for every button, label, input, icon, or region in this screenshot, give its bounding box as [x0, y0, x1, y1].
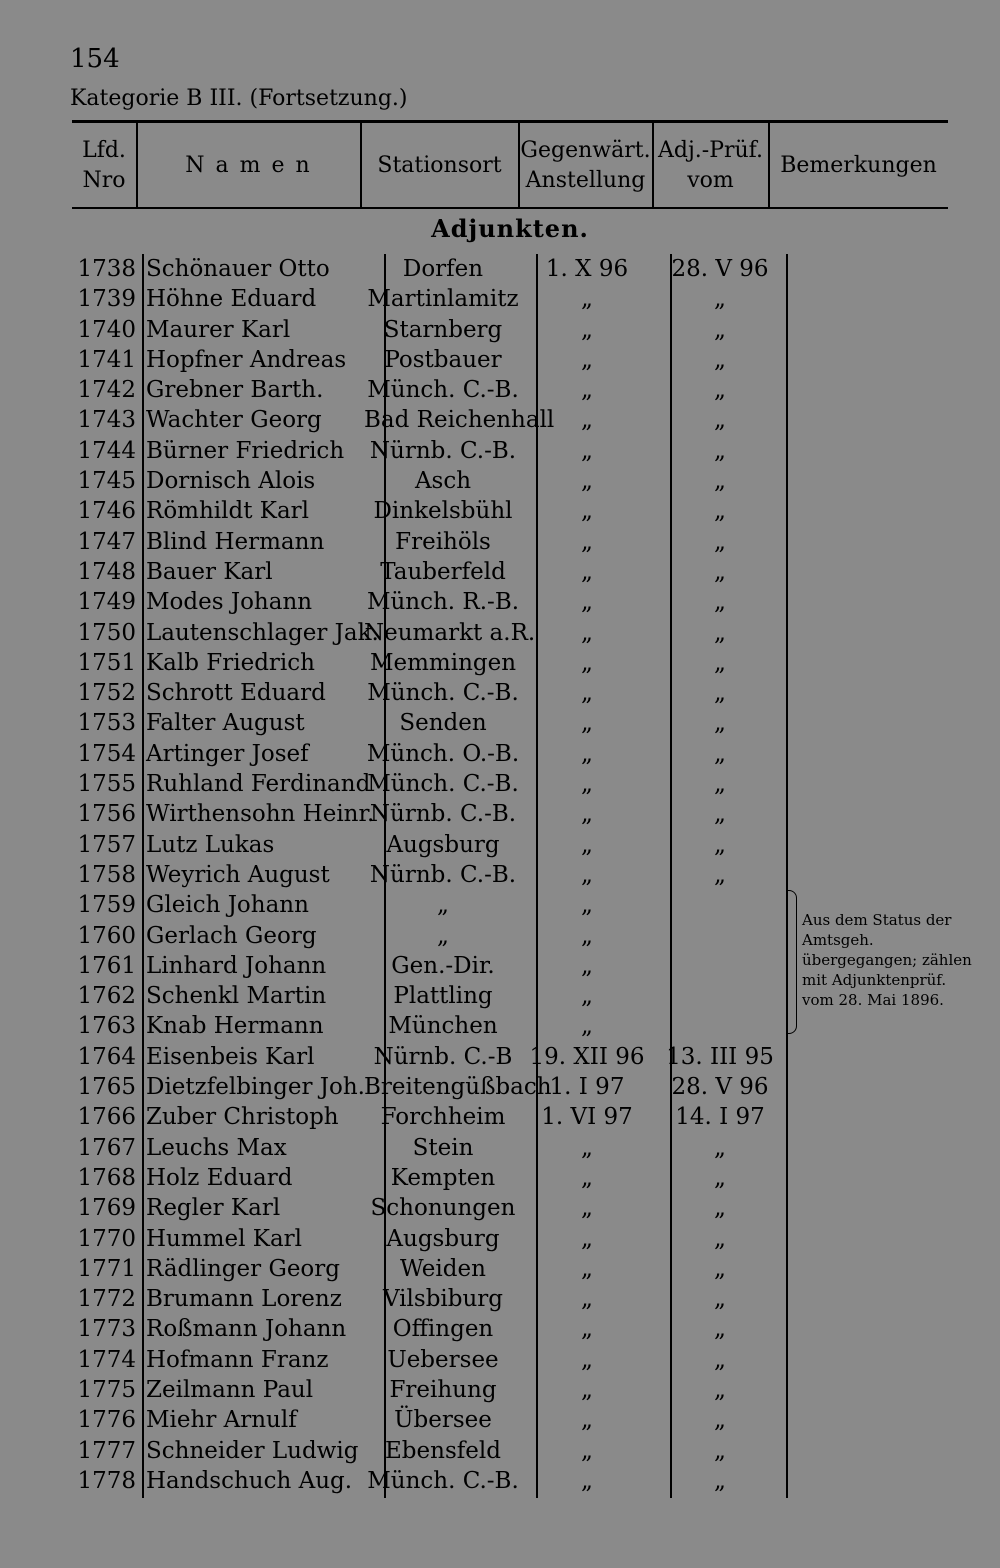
row-number: 1763 — [77, 1013, 136, 1040]
row-anstellung: „ — [581, 1225, 593, 1252]
roster-table-body — [0, 254, 1000, 1496]
row-name: Hofmann Franz — [146, 1346, 329, 1373]
row-station: Dinkelsbühl — [373, 498, 513, 525]
row-number: 1761 — [77, 952, 136, 979]
row-station: Freihung — [389, 1376, 497, 1403]
row-anstellung: „ — [581, 1316, 593, 1343]
row-number: 1774 — [77, 1346, 136, 1373]
row-name: Zuber Christoph — [146, 1104, 339, 1131]
header-anstellung-line2: Anstellung — [525, 168, 646, 193]
row-pruefung: „ — [714, 407, 726, 434]
table-row — [0, 1254, 1000, 1284]
table-row — [0, 587, 1000, 617]
row-name: Gerlach Georg — [146, 922, 317, 949]
row-station: Augsburg — [386, 831, 500, 858]
table-row — [0, 284, 1000, 314]
row-number: 1764 — [77, 1043, 136, 1070]
row-name: Weyrich August — [146, 861, 330, 888]
row-pruefung: 28. V 96 — [671, 1074, 769, 1101]
row-pruefung: „ — [714, 710, 726, 737]
remark-brace — [786, 890, 797, 1034]
row-station: Gen.-Dir. — [391, 952, 495, 979]
row-name: Knab Hermann — [146, 1013, 324, 1040]
row-anstellung: „ — [581, 1286, 593, 1313]
row-number: 1775 — [77, 1376, 136, 1403]
row-anstellung: „ — [581, 831, 593, 858]
table-row — [0, 1375, 1000, 1405]
row-number: 1748 — [77, 558, 136, 585]
row-station: Neumarkt a.R. — [364, 619, 536, 646]
row-name: Holz Eduard — [146, 1164, 293, 1191]
row-anstellung: „ — [581, 649, 593, 676]
row-station: Kempten — [390, 1164, 496, 1191]
header-nro: Nro — [82, 168, 126, 193]
row-pruefung: „ — [714, 771, 726, 798]
row-station: München — [388, 1013, 498, 1040]
row-pruefung: „ — [714, 1134, 726, 1161]
row-number: 1777 — [77, 1437, 136, 1464]
row-pruefung: „ — [714, 1316, 726, 1343]
row-number: 1750 — [77, 619, 136, 646]
table-row — [0, 1466, 1000, 1496]
row-number: 1757 — [77, 831, 136, 858]
row-pruefung: 13. III 95 — [666, 1043, 774, 1070]
row-pruefung: „ — [714, 377, 726, 404]
row-anstellung: „ — [581, 680, 593, 707]
row-pruefung: „ — [714, 1255, 726, 1282]
row-anstellung: „ — [581, 1255, 593, 1282]
category-title: Kategorie B III. (Fortsetzung.) — [70, 86, 408, 111]
header-namen — [137, 126, 360, 206]
row-name: Grebner Barth. — [146, 377, 324, 404]
row-name: Ruhland Ferdinand — [146, 771, 371, 798]
row-station: Senden — [399, 710, 487, 737]
row-anstellung: „ — [581, 1134, 593, 1161]
row-name: Leuchs Max — [146, 1134, 287, 1161]
table-row — [0, 254, 1000, 284]
row-name: Lutz Lukas — [146, 831, 275, 858]
row-station: Münch. C.-B. — [367, 771, 519, 798]
table-row — [0, 1284, 1000, 1314]
row-anstellung: 1. X 96 — [545, 256, 629, 282]
row-number: 1739 — [77, 286, 136, 313]
table-row — [0, 1345, 1000, 1375]
row-station: Dorfen — [402, 256, 484, 282]
row-number: 1766 — [77, 1104, 136, 1131]
row-anstellung: 1. I 97 — [549, 1074, 625, 1101]
table-row — [0, 618, 1000, 648]
row-pruefung: „ — [714, 1346, 726, 1373]
header-bemerkungen-text: Bemerkungen — [780, 153, 937, 178]
row-pruefung: „ — [714, 861, 726, 888]
table-row — [0, 1133, 1000, 1163]
row-station: Tauberfeld — [380, 558, 506, 585]
row-station: Nürnb. C.-B — [373, 1043, 513, 1070]
row-number: 1740 — [77, 316, 136, 343]
row-number: 1776 — [77, 1407, 136, 1434]
table-row — [0, 799, 1000, 829]
row-station: Bad Reichenhall — [364, 407, 555, 434]
row-anstellung: „ — [581, 468, 593, 495]
table-row — [0, 315, 1000, 345]
row-anstellung: „ — [581, 861, 593, 888]
row-station: Weiden — [400, 1255, 486, 1282]
row-station: Starnberg — [383, 316, 503, 343]
row-name: Rädlinger Georg — [146, 1255, 340, 1282]
row-pruefung: 14. I 97 — [675, 1104, 765, 1131]
header-stationsort — [361, 126, 518, 206]
row-anstellung: „ — [581, 801, 593, 828]
row-number: 1754 — [77, 740, 136, 767]
header-top-rule — [72, 120, 948, 123]
row-pruefung: „ — [714, 1195, 726, 1222]
row-station: Münch. C.-B. — [367, 377, 519, 404]
row-name: Miehr Arnulf — [146, 1407, 297, 1434]
header-lfd-nro — [72, 126, 136, 206]
row-number: 1755 — [77, 771, 136, 798]
table-row — [0, 1163, 1000, 1193]
row-station: Münch. O.-B. — [366, 740, 520, 767]
table-row — [0, 830, 1000, 860]
row-station: „ — [437, 922, 449, 949]
row-pruefung: „ — [714, 286, 726, 313]
header-namen-text: N a m e n — [185, 153, 312, 178]
row-name: Kalb Friedrich — [146, 649, 315, 676]
row-station: Vilsbiburg — [382, 1286, 504, 1313]
header-bottom-rule — [72, 207, 948, 209]
row-station: Schonungen — [370, 1195, 516, 1222]
row-name: Schrott Eduard — [146, 680, 326, 707]
header-pruef-line2: vom — [687, 168, 734, 193]
row-station: Memmingen — [369, 649, 517, 676]
row-name: Handschuch Aug. — [146, 1467, 353, 1494]
row-name: Hopfner Andreas — [146, 346, 347, 373]
table-row — [0, 375, 1000, 405]
table-row — [0, 345, 1000, 375]
row-station: Plattling — [393, 983, 493, 1010]
row-pruefung: „ — [714, 649, 726, 676]
row-name: Schenkl Martin — [146, 983, 327, 1010]
row-name: Bauer Karl — [146, 558, 273, 585]
row-name: Eisenbeis Karl — [146, 1043, 315, 1070]
header-lfd: Lfd. — [82, 138, 126, 163]
row-anstellung: „ — [581, 952, 593, 979]
row-name: Maurer Karl — [146, 316, 291, 343]
row-number: 1742 — [77, 377, 136, 404]
header-pruef-line1: Adj.-Prüf. — [657, 138, 764, 163]
row-number: 1765 — [77, 1074, 136, 1101]
row-anstellung: „ — [581, 922, 593, 949]
row-name: Artinger Josef — [146, 740, 309, 767]
table-row — [0, 1405, 1000, 1435]
row-station: Postbauer — [384, 346, 502, 373]
row-pruefung: „ — [714, 619, 726, 646]
row-anstellung: „ — [581, 1013, 593, 1040]
table-row — [0, 496, 1000, 526]
row-pruefung: „ — [714, 1225, 726, 1252]
row-anstellung: „ — [581, 498, 593, 525]
row-station: Uebersee — [387, 1346, 499, 1373]
row-name: Modes Johann — [146, 589, 313, 616]
table-row — [0, 1011, 1000, 1041]
row-pruefung: „ — [714, 528, 726, 555]
table-row — [0, 436, 1000, 466]
row-anstellung: „ — [581, 1164, 593, 1191]
table-row — [0, 1436, 1000, 1466]
row-anstellung: „ — [581, 892, 593, 919]
row-name: Hummel Karl — [146, 1225, 303, 1252]
row-station: Ebensfeld — [385, 1437, 501, 1464]
row-pruefung: „ — [714, 831, 726, 858]
row-anstellung: „ — [581, 619, 593, 646]
row-station: Martinlamitz — [367, 286, 519, 313]
row-name: Roßmann Johann — [146, 1316, 347, 1343]
row-station: Münch. C.-B. — [367, 680, 519, 707]
row-anstellung: „ — [581, 589, 593, 616]
row-name: Zeilmann Paul — [146, 1376, 314, 1403]
row-number: 1778 — [77, 1467, 136, 1494]
row-anstellung: „ — [581, 286, 593, 313]
row-number: 1753 — [77, 710, 136, 737]
row-pruefung: „ — [714, 680, 726, 707]
table-row — [0, 1072, 1000, 1102]
row-number: 1759 — [77, 892, 136, 919]
row-anstellung: „ — [581, 437, 593, 464]
row-pruefung: 28. V 96 — [671, 256, 769, 282]
row-station: Forchheim — [380, 1104, 506, 1131]
row-number: 1745 — [77, 468, 136, 495]
row-number: 1771 — [77, 1255, 136, 1282]
row-station: Münch. R.-B. — [366, 589, 520, 616]
row-name: Blind Hermann — [146, 528, 325, 555]
row-pruefung: „ — [714, 1164, 726, 1191]
row-number: 1760 — [77, 922, 136, 949]
row-anstellung: „ — [581, 1407, 593, 1434]
row-number: 1756 — [77, 801, 136, 828]
remark-note: Aus dem Status der Amtsgeh. übergegangen; zählen mit Adjunktenprüf. vom 28. Mai 1896. — [802, 911, 972, 1009]
table-row — [0, 648, 1000, 678]
row-name: Lautenschlager Jak. — [146, 619, 379, 646]
row-name: Schönauer Otto — [146, 256, 330, 282]
row-number: 1768 — [77, 1164, 136, 1191]
row-number: 1749 — [77, 589, 136, 616]
row-name: Wirthensohn Heinr. — [146, 801, 375, 828]
row-pruefung: „ — [714, 1437, 726, 1464]
table-row — [0, 1042, 1000, 1072]
row-name: Gleich Johann — [146, 892, 309, 919]
row-station: Augsburg — [386, 1225, 500, 1252]
table-row — [0, 527, 1000, 557]
row-anstellung: 19. XII 96 — [529, 1043, 645, 1070]
page-number: 154 — [70, 44, 120, 74]
row-station: Freihöls — [395, 528, 491, 555]
row-anstellung: „ — [581, 710, 593, 737]
table-row — [0, 1193, 1000, 1223]
row-number: 1746 — [77, 498, 136, 525]
row-number: 1772 — [77, 1286, 136, 1313]
row-number: 1751 — [77, 649, 136, 676]
row-pruefung: „ — [714, 346, 726, 373]
table-row — [0, 405, 1000, 435]
table-row — [0, 1224, 1000, 1254]
table-row — [0, 860, 1000, 890]
row-pruefung: „ — [714, 498, 726, 525]
row-station: „ — [437, 892, 449, 919]
table-row — [0, 739, 1000, 769]
row-station: Übersee — [394, 1407, 492, 1434]
row-pruefung: „ — [714, 468, 726, 495]
row-name: Römhildt Karl — [146, 498, 310, 525]
row-number: 1744 — [77, 437, 136, 464]
row-station: Nürnb. C.-B. — [369, 801, 517, 828]
row-anstellung: „ — [581, 771, 593, 798]
row-pruefung: „ — [714, 437, 726, 464]
row-anstellung: „ — [581, 983, 593, 1010]
row-name: Bürner Friedrich — [146, 437, 345, 464]
header-anstellung — [519, 126, 652, 206]
row-station: Asch — [414, 468, 472, 495]
row-number: 1762 — [77, 983, 136, 1010]
row-pruefung: „ — [714, 558, 726, 585]
table-row — [0, 1314, 1000, 1344]
table-row — [0, 678, 1000, 708]
row-number: 1741 — [77, 346, 136, 373]
row-station: Offingen — [392, 1316, 494, 1343]
row-anstellung: „ — [581, 1346, 593, 1373]
section-title: Adjunkten. — [431, 214, 589, 243]
row-name: Dornisch Alois — [146, 468, 316, 495]
row-anstellung: „ — [581, 1195, 593, 1222]
table-row — [0, 708, 1000, 738]
row-number: 1752 — [77, 680, 136, 707]
row-number: 1773 — [77, 1316, 136, 1343]
table-row — [0, 557, 1000, 587]
row-number: 1758 — [77, 861, 136, 888]
row-pruefung: „ — [714, 589, 726, 616]
row-number: 1738 — [77, 256, 136, 282]
row-anstellung: „ — [581, 558, 593, 585]
row-station: Breitengüßbach — [364, 1074, 552, 1101]
row-anstellung: „ — [581, 316, 593, 343]
header-bemerkungen — [769, 126, 948, 206]
table-row — [0, 1102, 1000, 1132]
row-name: Falter August — [146, 710, 305, 737]
row-station: Münch. C.-B. — [367, 1467, 519, 1494]
row-name: Schneider Ludwig — [146, 1437, 359, 1464]
row-station: Nürnb. C.-B. — [369, 861, 517, 888]
row-number: 1769 — [77, 1195, 136, 1222]
row-anstellung: „ — [581, 1437, 593, 1464]
row-pruefung: „ — [714, 740, 726, 767]
row-anstellung: „ — [581, 528, 593, 555]
row-pruefung: „ — [714, 1407, 726, 1434]
row-pruefung: „ — [714, 1286, 726, 1313]
row-name: Regler Karl — [146, 1195, 281, 1222]
row-number: 1770 — [77, 1225, 136, 1252]
row-name: Brumann Lorenz — [146, 1286, 342, 1313]
table-row — [0, 466, 1000, 496]
row-number: 1767 — [77, 1134, 136, 1161]
row-name: Linhard Johann — [146, 952, 327, 979]
table-row — [0, 769, 1000, 799]
row-number: 1743 — [77, 407, 136, 434]
header-stationsort-text: Stationsort — [377, 153, 502, 178]
header-pruef — [653, 126, 768, 206]
row-number: 1747 — [77, 528, 136, 555]
row-pruefung: „ — [714, 801, 726, 828]
row-pruefung: „ — [714, 316, 726, 343]
row-anstellung: „ — [581, 407, 593, 434]
row-name: Höhne Eduard — [146, 286, 317, 313]
row-anstellung: „ — [581, 377, 593, 404]
row-name: Dietzfelbinger Joh. — [146, 1074, 365, 1101]
row-station: Nürnb. C.-B. — [369, 437, 517, 464]
row-anstellung: „ — [581, 740, 593, 767]
row-name: Wachter Georg — [146, 407, 322, 434]
row-anstellung: „ — [581, 1467, 593, 1494]
row-pruefung: „ — [714, 1467, 726, 1494]
row-anstellung: „ — [581, 346, 593, 373]
header-anstellung-line1: Gegenwärt. — [520, 138, 651, 163]
row-pruefung: „ — [714, 1376, 726, 1403]
row-anstellung: „ — [581, 1376, 593, 1403]
row-anstellung: 1. VI 97 — [541, 1104, 633, 1131]
row-station: Stein — [412, 1134, 474, 1161]
